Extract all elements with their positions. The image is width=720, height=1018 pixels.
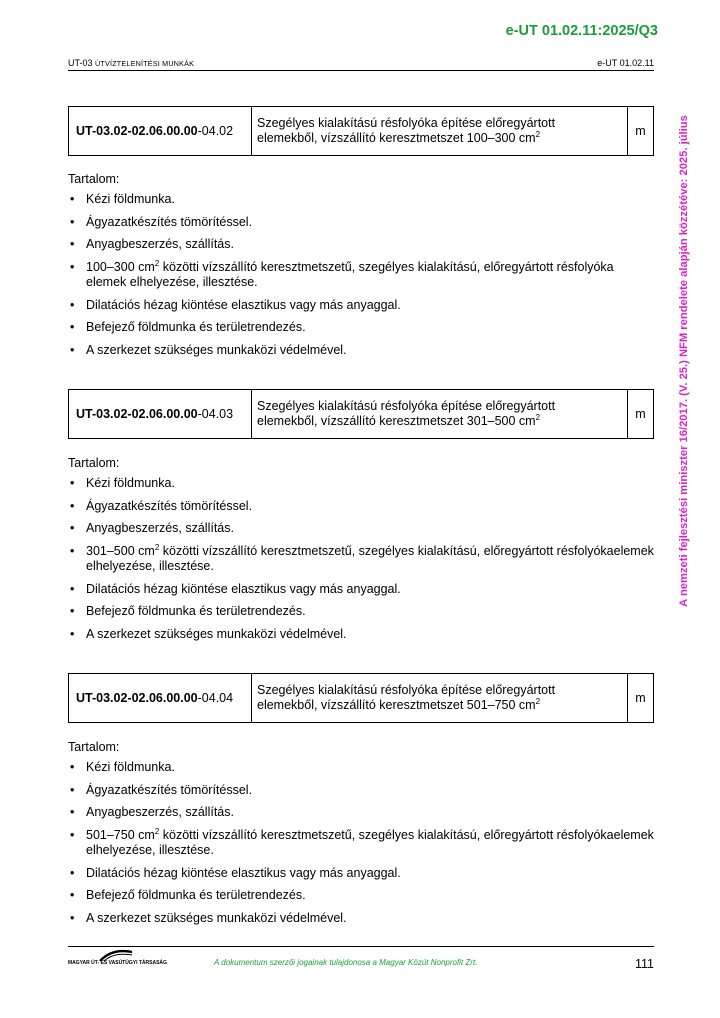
list-item: • A szerkezet szükséges munkaközi védelmével. xyxy=(70,626,347,641)
bullet-icon: • xyxy=(70,259,75,274)
bullet-icon: • xyxy=(70,626,75,641)
list-item: • Anyagbeszerzés, szállítás. xyxy=(70,237,234,251)
logo-text: MAGYAR ÚT- ÉS VASÚTÜGYI TÁRSASÁG xyxy=(68,960,167,966)
item-table-04-02 xyxy=(68,106,654,156)
list-item: • Ágyazatkészítés tömörítéssel. xyxy=(70,782,253,797)
bullet-icon: • xyxy=(70,214,75,229)
list-item: • 100–300 $cm^2$ közötti vízszállító keresztmetszetű, szegélyes kialakítású, előregyártott résfolyóka elemek elhelyezése, illesztése. xyxy=(70,258,614,289)
side-publication-note xyxy=(676,96,692,626)
list-item: • Kézi földmunka. xyxy=(70,760,175,774)
list-item: • Kézi földmunka. xyxy=(70,192,175,206)
item-desc-sup: 2 xyxy=(535,696,541,706)
bullet-icon: • xyxy=(70,827,75,842)
item-description xyxy=(252,674,628,722)
bullet-icon: • xyxy=(70,782,75,797)
content-list xyxy=(68,760,654,926)
item-desc-sup: 2 xyxy=(535,412,541,422)
bullet-icon: • xyxy=(70,237,75,251)
list-item: • Dilatációs hézag kiöntése elasztikus vagy más anyaggal. xyxy=(70,865,401,880)
item-code xyxy=(69,674,252,722)
list-item: • Anyagbeszerzés, szállítás. xyxy=(70,805,234,819)
bullet-icon: • xyxy=(70,888,75,902)
item-desc-line2: elemekből, vízszállító keresztmetszet 301–500 cm xyxy=(257,414,536,428)
list-item: • A szerkezet szükséges munkaközi védelmével. xyxy=(70,910,347,925)
item-desc-line2: elemekből, vízszállító keresztmetszet 100–300 cm xyxy=(257,131,536,145)
item-description xyxy=(252,390,628,438)
list-item: • Kézi földmunka. xyxy=(70,476,175,490)
bullet-icon: • xyxy=(70,543,75,558)
item-table-04-04 xyxy=(68,673,654,723)
bullet-icon: • xyxy=(70,760,75,774)
list-item: • Dilatációs hézag kiöntése elasztikus vagy más anyaggal. xyxy=(70,297,401,312)
bullet-icon: • xyxy=(70,581,75,596)
society-logo xyxy=(68,948,167,970)
item-content-04-02 xyxy=(68,170,654,365)
bullet-icon: • xyxy=(70,604,75,618)
item-desc-line1: Szegélyes kialakítású résfolyóka építése előregyártott xyxy=(257,399,556,413)
item-unit: m xyxy=(635,691,646,705)
content-heading: Tartalom: xyxy=(68,456,120,470)
list-item: • Befejező földmunka és területrendezés. xyxy=(70,320,306,334)
header-section-title: ÚTVÍZTELENÍTÉSI MUNKÁK xyxy=(95,59,195,68)
page-number: 111 xyxy=(634,957,654,971)
item-content-04-04 xyxy=(68,738,654,933)
list-item: • A szerkezet szükséges munkaközi védelmével. xyxy=(70,342,347,357)
bullet-icon: • xyxy=(70,498,75,513)
content-heading: Tartalom: xyxy=(68,740,120,754)
item-code xyxy=(69,107,252,155)
bullet-icon: • xyxy=(70,320,75,334)
bullet-icon: • xyxy=(70,910,75,925)
bullet-icon: • xyxy=(70,297,75,312)
item-code-suffix: -04.02 xyxy=(197,124,234,138)
bullet-icon: • xyxy=(70,476,75,490)
list-item: • 501–750 $cm^2$ közötti vízszállító keresztmetszetű, szegélyes kialakítású, előregyártott résfolyókaelemek elhelyezése, illesztése. xyxy=(70,826,654,857)
item-unit: m xyxy=(635,124,646,138)
content-list xyxy=(68,192,654,358)
item-desc-line1: Szegélyes kialakítású résfolyóka építése előregyártott xyxy=(257,116,556,130)
item-code-main: UT-03.02-02.06.00.00 xyxy=(76,691,198,705)
list-item: • Befejező földmunka és területrendezés. xyxy=(70,604,306,618)
item-code-main: UT-03.02-02.06.00.00 xyxy=(76,124,198,138)
content-heading: Tartalom: xyxy=(68,172,120,186)
list-item: • Befejező földmunka és területrendezés. xyxy=(70,888,306,902)
item-desc-line1: Szegélyes kialakítású résfolyóka építése előregyártott xyxy=(257,683,556,697)
bullet-icon: • xyxy=(70,865,75,880)
bullet-icon: • xyxy=(70,805,75,819)
bullet-icon: • xyxy=(70,192,75,206)
list-item: • Anyagbeszerzés, szállítás. xyxy=(70,521,234,535)
item-desc-sup: 2 xyxy=(535,129,541,139)
header-section-code: UT-03 xyxy=(68,58,93,68)
footer-divider xyxy=(68,946,654,947)
running-header-left xyxy=(68,58,194,68)
item-code-suffix: -04.03 xyxy=(197,407,234,421)
content-list xyxy=(68,476,654,642)
side-note-text: A nemzeti fejlesztési miniszter 16/2017. (V. 25.) NFM rendelete alapján közzétéve: 2025. július xyxy=(678,115,690,607)
item-desc-line2: elemekből, vízszállító keresztmetszet 501–750 cm xyxy=(257,698,536,712)
list-item: • Dilatációs hézag kiöntése elasztikus vagy más anyaggal. xyxy=(70,581,401,596)
bullet-icon: • xyxy=(70,342,75,357)
item-code-main: UT-03.02-02.06.00.00 xyxy=(76,407,198,421)
item-code xyxy=(69,390,252,438)
document-code: e-UT 01.02.11:2025/Q3 xyxy=(505,23,658,39)
item-unit: m xyxy=(635,407,646,421)
item-code-suffix: -04.04 xyxy=(197,691,234,705)
header-divider xyxy=(68,70,654,71)
running-header-right: e-UT 01.02.11 xyxy=(597,58,654,68)
list-item: • Ágyazatkészítés tömörítéssel. xyxy=(70,214,253,229)
item-content-04-03 xyxy=(68,454,654,649)
item-table-04-03 xyxy=(68,389,654,439)
bullet-icon: • xyxy=(70,521,75,535)
list-item: • 301–500 $cm^2$ közötti vízszállító keresztmetszetű, szegélyes kialakítású, előregyártott résfolyókaelemek elhelyezése, illesztése. xyxy=(70,542,654,573)
list-item: • Ágyazatkészítés tömörítéssel. xyxy=(70,498,253,513)
copyright-notice: A dokumentum szerzői jogainak tulajdonosa a Magyar Közút Nonprofit Zrt. xyxy=(214,958,478,967)
item-description xyxy=(252,107,628,155)
